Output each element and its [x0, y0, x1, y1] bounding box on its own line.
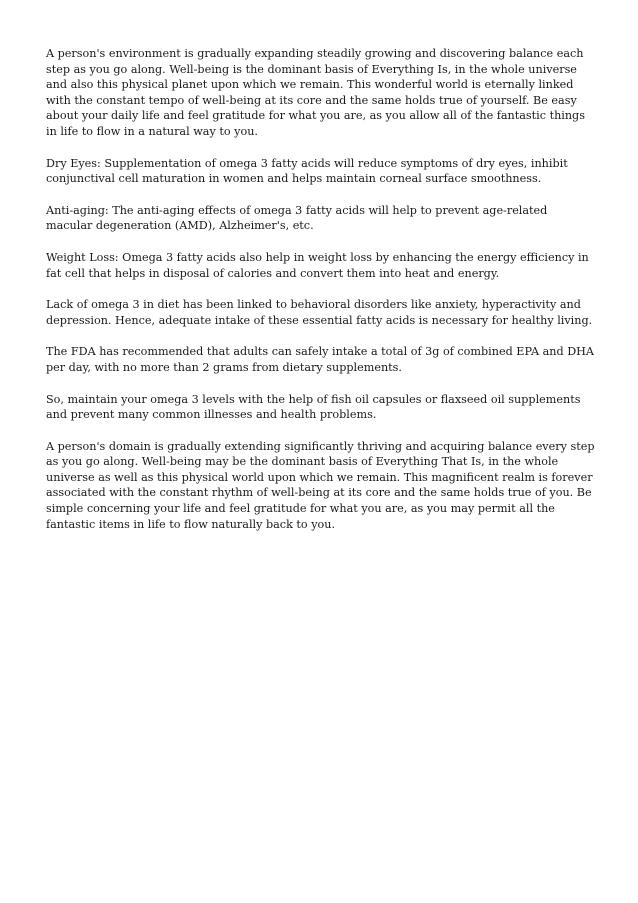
paragraph-weight-loss: Weight Loss: Omega 3 fatty acids also help in weight loss by enhancing the energy efficiency in fat cell that helps in disposal of calories and convert them into heat and energy.	[46, 250, 589, 280]
paragraph-behavioral: Lack of omega 3 in diet has been linked to behavioral disorders like anxiety, hyperactivity and depression. Hence, adequate intake of these essential fatty acids is necessary for healthy living.	[46, 298, 593, 327]
paragraph-maintain: So, maintain your omega 3 levels with the help of fish oil capsules or flaxseed oil supplements and prevent many common illnesses and health problems.	[46, 392, 581, 422]
paragraph-fda: The FDA has recommended that adults can safely intake a total of 3g of combined EPA and DHA per day, with no more than 2 grams from dietary supplements.	[46, 345, 595, 374]
paragraph-intro: A person's environment is gradually expanding steadily growing and discovering balance each step as you go along. Well-being is the dominant basis of Everything Is, in the whole universe and also this physical planet upon which we remain. This wonderful world is eternally linked with the constant tempo of well-being at its core and the same holds true of yourself. Be easy about your daily life and feel gratitude for what you are, as you allow all of the fantastic things in life to flow in a natural way to you.	[46, 47, 585, 138]
document-page	[46, 46, 596, 548]
paragraph-anti-aging: Anti-aging: The anti-aging effects of omega 3 fatty acids will help to prevent age-related macular degeneration (AMD), Alzheimer's, etc.	[46, 203, 548, 233]
paragraph-dry-eyes: Dry Eyes: Supplementation of omega 3 fatty acids will reduce symptoms of dry eyes, inhibit conjunctival cell maturation in women and helps maintain corneal surface smoothness.	[46, 156, 568, 186]
paragraph-closing: A person's domain is gradually extending significantly thriving and acquiring balance every step as you go along. Well-being may be the dominant basis of Everything That Is, in the whole universe as well as this physical world upon which we remain. This magnificent realm is forever associated with the constant rhythm of well-being at its core and the same holds true of you. Be simple concerning your life and feel gratitude for what you are, as you may permit all the fantastic items in life to flow naturally back to you.	[46, 439, 595, 531]
